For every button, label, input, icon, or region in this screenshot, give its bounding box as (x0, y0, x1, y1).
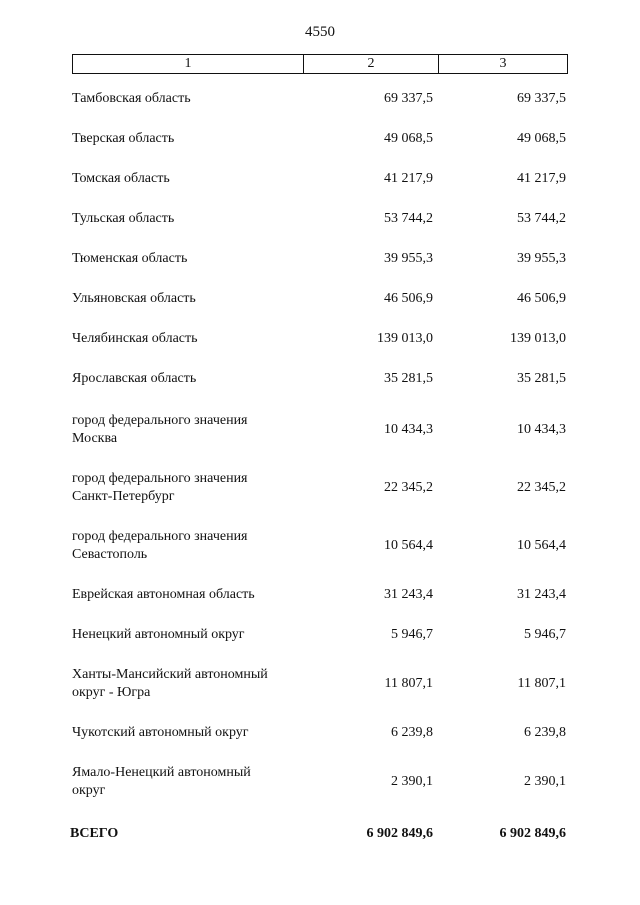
region-name-line: Тверская область (72, 131, 175, 146)
value-col-3: 41 217,9 (517, 171, 566, 186)
region-name-line: Ненецкий автономный округ (72, 627, 245, 642)
region-name (72, 90, 312, 108)
region-name-line: город федерального значения (72, 471, 248, 486)
region-name (72, 666, 312, 702)
value-col-3: 53 744,2 (517, 211, 566, 226)
value-col-2: 6 239,8 (391, 725, 433, 740)
value-col-2: 22 345,2 (384, 480, 433, 495)
region-name (72, 290, 312, 308)
value-col-2: 10 434,3 (384, 422, 433, 437)
region-name-line: Томская область (72, 171, 170, 186)
region-name-line: Москва (72, 431, 118, 446)
region-name-line: Ханты-Мансийский автономный (72, 667, 268, 682)
region-name-line: округ - Югра (72, 685, 151, 700)
value-col-2: 10 564,4 (384, 538, 433, 553)
region-name (72, 586, 312, 604)
value-col-3: 139 013,0 (510, 331, 566, 346)
value-col-3: 22 345,2 (517, 480, 566, 495)
value-col-3: 10 434,3 (517, 422, 566, 437)
region-name-line: Тамбовская область (72, 91, 191, 106)
region-name-line: Тюменская область (72, 251, 188, 266)
value-col-2: 41 217,9 (384, 171, 433, 186)
region-name (72, 130, 312, 148)
region-name-line: Санкт-Петербург (72, 489, 175, 504)
value-col-3: 31 243,4 (517, 587, 566, 602)
region-name (72, 724, 312, 742)
value-col-2: 11 807,1 (384, 676, 433, 691)
value-col-2: 139 013,0 (377, 331, 433, 346)
region-name-line: Ямало-Ненецкий автономный (72, 765, 251, 780)
region-name (72, 370, 312, 388)
region-name (72, 626, 312, 644)
value-col-3: 35 281,5 (517, 371, 566, 386)
region-name (72, 528, 312, 564)
region-name (72, 170, 312, 188)
value-col-2: 39 955,3 (384, 251, 433, 266)
value-col-2: 46 506,9 (384, 291, 433, 306)
region-name (72, 412, 312, 448)
region-name (72, 330, 312, 348)
value-col-3: 6 239,8 (524, 725, 566, 740)
page-number: 4550 (305, 24, 335, 40)
region-name-line: Ульяновская область (72, 291, 196, 306)
header-col-3: 3 (439, 55, 568, 73)
total-value-col-3: 6 902 849,6 (499, 826, 566, 841)
region-name-line: Чукотский автономный округ (72, 725, 249, 740)
value-col-2: 2 390,1 (391, 774, 433, 789)
value-col-2: 31 243,4 (384, 587, 433, 602)
total-value-col-2: 6 902 849,6 (366, 826, 433, 841)
region-name-line: Челябинская область (72, 331, 198, 346)
region-name-line: Еврейская автономная область (72, 587, 255, 602)
value-col-3: 11 807,1 (517, 676, 566, 691)
region-name (72, 764, 312, 800)
region-name-line: Ярославская область (72, 371, 197, 386)
region-name (72, 470, 312, 506)
value-col-2: 35 281,5 (384, 371, 433, 386)
value-col-2: 49 068,5 (384, 131, 433, 146)
value-col-3: 69 337,5 (517, 91, 566, 106)
value-col-3: 2 390,1 (524, 774, 566, 789)
header-col-2: 2 (304, 55, 439, 73)
region-name-line: город федерального значения (72, 529, 248, 544)
header-col-1: 1 (72, 55, 304, 73)
region-name-line: город федерального значения (72, 413, 248, 428)
value-col-2: 5 946,7 (391, 627, 433, 642)
region-name-line: округ (72, 783, 106, 798)
value-col-2: 69 337,5 (384, 91, 433, 106)
value-col-3: 39 955,3 (517, 251, 566, 266)
value-col-3: 49 068,5 (517, 131, 566, 146)
region-name (72, 250, 312, 268)
table-header (72, 54, 568, 74)
total-label: ВСЕГО (70, 826, 119, 841)
value-col-3: 5 946,7 (524, 627, 566, 642)
region-name-line: Севастополь (72, 547, 148, 562)
value-col-3: 10 564,4 (517, 538, 566, 553)
region-name-line: Тульская область (72, 211, 175, 226)
region-name (72, 210, 312, 228)
value-col-3: 46 506,9 (517, 291, 566, 306)
value-col-2: 53 744,2 (384, 211, 433, 226)
